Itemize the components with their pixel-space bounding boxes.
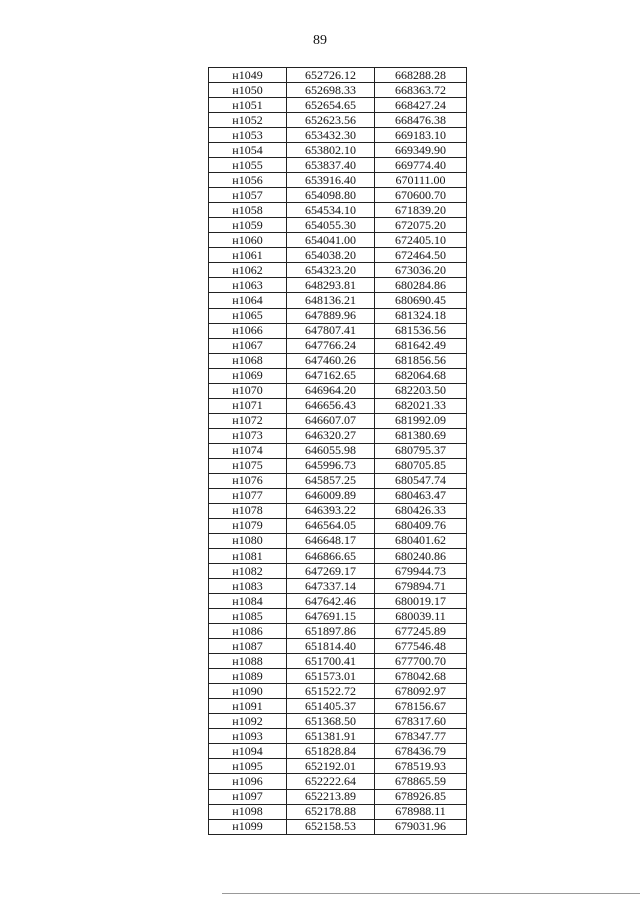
x-coordinate-cell: 646393.22 [287, 503, 375, 518]
table-row [209, 428, 467, 443]
point-id-cell: н1088 [209, 654, 287, 669]
table-row [209, 113, 467, 128]
table-row [209, 203, 467, 218]
y-coordinate-cell: 682021.33 [375, 398, 467, 413]
point-id-cell: н1092 [209, 714, 287, 729]
x-coordinate-cell: 652654.65 [287, 98, 375, 113]
point-id-cell: н1090 [209, 684, 287, 699]
x-coordinate-cell: 646320.27 [287, 428, 375, 443]
y-coordinate-cell: 680795.37 [375, 443, 467, 458]
table-row [209, 518, 467, 533]
table-row [209, 128, 467, 143]
x-coordinate-cell: 654041.00 [287, 233, 375, 248]
point-id-cell: н1074 [209, 443, 287, 458]
point-id-cell: н1057 [209, 188, 287, 203]
table-row [209, 353, 467, 368]
table-row [209, 233, 467, 248]
x-coordinate-cell: 646866.65 [287, 549, 375, 564]
point-id-cell: н1082 [209, 564, 287, 579]
coordinates-table [208, 67, 467, 835]
point-id-cell: н1050 [209, 83, 287, 98]
y-coordinate-cell: 680409.76 [375, 518, 467, 533]
point-id-cell: н1058 [209, 203, 287, 218]
y-coordinate-cell: 670600.70 [375, 188, 467, 203]
y-coordinate-cell: 680019.17 [375, 594, 467, 609]
y-coordinate-cell: 681856.56 [375, 353, 467, 368]
y-coordinate-cell: 678317.60 [375, 714, 467, 729]
table-row [209, 473, 467, 488]
table-row [209, 323, 467, 338]
table-row [209, 639, 467, 654]
point-id-cell: н1075 [209, 458, 287, 473]
bottom-rule [222, 893, 640, 894]
y-coordinate-cell: 679031.96 [375, 819, 467, 834]
x-coordinate-cell: 652698.33 [287, 83, 375, 98]
x-coordinate-cell: 648136.21 [287, 293, 375, 308]
x-coordinate-cell: 654534.10 [287, 203, 375, 218]
point-id-cell: н1051 [209, 98, 287, 113]
x-coordinate-cell: 651368.50 [287, 714, 375, 729]
point-id-cell: н1066 [209, 323, 287, 338]
point-id-cell: н1062 [209, 263, 287, 278]
point-id-cell: н1071 [209, 398, 287, 413]
table-row [209, 413, 467, 428]
table-row [209, 488, 467, 503]
y-coordinate-cell: 678865.59 [375, 774, 467, 789]
point-id-cell: н1070 [209, 383, 287, 398]
y-coordinate-cell: 673036.20 [375, 263, 467, 278]
point-id-cell: н1086 [209, 624, 287, 639]
table-row [209, 248, 467, 263]
x-coordinate-cell: 652222.64 [287, 774, 375, 789]
table-row [209, 158, 467, 173]
table-row [209, 278, 467, 293]
y-coordinate-cell: 680463.47 [375, 488, 467, 503]
y-coordinate-cell: 681324.18 [375, 308, 467, 323]
page-number: 89 [313, 33, 327, 48]
table-row [209, 83, 467, 98]
x-coordinate-cell: 651522.72 [287, 684, 375, 699]
y-coordinate-cell: 680039.11 [375, 609, 467, 624]
point-id-cell: н1060 [209, 233, 287, 248]
table-row [209, 609, 467, 624]
point-id-cell: н1095 [209, 759, 287, 774]
x-coordinate-cell: 651405.37 [287, 699, 375, 714]
x-coordinate-cell: 652192.01 [287, 759, 375, 774]
y-coordinate-cell: 677245.89 [375, 624, 467, 639]
x-coordinate-cell: 654055.30 [287, 218, 375, 233]
x-coordinate-cell: 648293.81 [287, 278, 375, 293]
x-coordinate-cell: 651700.41 [287, 654, 375, 669]
x-coordinate-cell: 653432.30 [287, 128, 375, 143]
x-coordinate-cell: 646648.17 [287, 533, 375, 548]
table-row [209, 774, 467, 789]
point-id-cell: н1073 [209, 428, 287, 443]
coordinates-table-body [209, 68, 467, 835]
y-coordinate-cell: 678092.97 [375, 684, 467, 699]
point-id-cell: н1065 [209, 308, 287, 323]
y-coordinate-cell: 680284.86 [375, 278, 467, 293]
x-coordinate-cell: 646009.89 [287, 488, 375, 503]
point-id-cell: н1093 [209, 729, 287, 744]
y-coordinate-cell: 682203.50 [375, 383, 467, 398]
y-coordinate-cell: 678519.93 [375, 759, 467, 774]
y-coordinate-cell: 672075.20 [375, 218, 467, 233]
y-coordinate-cell: 668363.72 [375, 83, 467, 98]
table-row [209, 293, 467, 308]
table-row [209, 263, 467, 278]
table-row [209, 789, 467, 804]
table-row [209, 68, 467, 83]
x-coordinate-cell: 646564.05 [287, 518, 375, 533]
y-coordinate-cell: 680705.85 [375, 458, 467, 473]
y-coordinate-cell: 680547.74 [375, 473, 467, 488]
y-coordinate-cell: 680401.62 [375, 533, 467, 548]
table-row [209, 744, 467, 759]
table-row [209, 458, 467, 473]
table-row [209, 173, 467, 188]
y-coordinate-cell: 672405.10 [375, 233, 467, 248]
y-coordinate-cell: 678156.67 [375, 699, 467, 714]
y-coordinate-cell: 681380.69 [375, 428, 467, 443]
point-id-cell: н1081 [209, 549, 287, 564]
x-coordinate-cell: 647460.26 [287, 353, 375, 368]
table-row [209, 383, 467, 398]
y-coordinate-cell: 679944.73 [375, 564, 467, 579]
y-coordinate-cell: 678436.79 [375, 744, 467, 759]
y-coordinate-cell: 678988.11 [375, 804, 467, 819]
point-id-cell: н1098 [209, 804, 287, 819]
x-coordinate-cell: 652178.88 [287, 804, 375, 819]
x-coordinate-cell: 654038.20 [287, 248, 375, 263]
y-coordinate-cell: 681642.49 [375, 338, 467, 353]
point-id-cell: н1089 [209, 669, 287, 684]
point-id-cell: н1085 [209, 609, 287, 624]
table-row [209, 398, 467, 413]
table-row [209, 654, 467, 669]
y-coordinate-cell: 678042.68 [375, 669, 467, 684]
table-row [209, 594, 467, 609]
point-id-cell: н1076 [209, 473, 287, 488]
point-id-cell: н1072 [209, 413, 287, 428]
point-id-cell: н1080 [209, 533, 287, 548]
y-coordinate-cell: 681536.56 [375, 323, 467, 338]
x-coordinate-cell: 652213.89 [287, 789, 375, 804]
table-row [209, 443, 467, 458]
point-id-cell: н1096 [209, 774, 287, 789]
x-coordinate-cell: 651828.84 [287, 744, 375, 759]
table-row [209, 188, 467, 203]
y-coordinate-cell: 678926.85 [375, 789, 467, 804]
table-row [209, 368, 467, 383]
table-row [209, 699, 467, 714]
y-coordinate-cell: 668427.24 [375, 98, 467, 113]
table-row [209, 759, 467, 774]
y-coordinate-cell: 668476.38 [375, 113, 467, 128]
x-coordinate-cell: 653916.40 [287, 173, 375, 188]
table-row [209, 714, 467, 729]
table-row [209, 624, 467, 639]
table-row [209, 804, 467, 819]
point-id-cell: н1068 [209, 353, 287, 368]
x-coordinate-cell: 652726.12 [287, 68, 375, 83]
x-coordinate-cell: 645857.25 [287, 473, 375, 488]
point-id-cell: н1099 [209, 819, 287, 834]
x-coordinate-cell: 653802.10 [287, 143, 375, 158]
x-coordinate-cell: 645996.73 [287, 458, 375, 473]
table-row [209, 819, 467, 834]
point-id-cell: н1061 [209, 248, 287, 263]
table-row [209, 143, 467, 158]
point-id-cell: н1059 [209, 218, 287, 233]
point-id-cell: н1087 [209, 639, 287, 654]
x-coordinate-cell: 647269.17 [287, 564, 375, 579]
point-id-cell: н1069 [209, 368, 287, 383]
table-row [209, 549, 467, 564]
x-coordinate-cell: 651573.01 [287, 669, 375, 684]
point-id-cell: н1084 [209, 594, 287, 609]
point-id-cell: н1055 [209, 158, 287, 173]
y-coordinate-cell: 678347.77 [375, 729, 467, 744]
x-coordinate-cell: 652623.56 [287, 113, 375, 128]
point-id-cell: н1052 [209, 113, 287, 128]
y-coordinate-cell: 681992.09 [375, 413, 467, 428]
table-row [209, 729, 467, 744]
table-row [209, 533, 467, 548]
table-row [209, 564, 467, 579]
table-row [209, 308, 467, 323]
table-row [209, 684, 467, 699]
point-id-cell: н1079 [209, 518, 287, 533]
x-coordinate-cell: 647807.41 [287, 323, 375, 338]
point-id-cell: н1064 [209, 293, 287, 308]
x-coordinate-cell: 652158.53 [287, 819, 375, 834]
y-coordinate-cell: 668288.28 [375, 68, 467, 83]
x-coordinate-cell: 646607.07 [287, 413, 375, 428]
x-coordinate-cell: 651897.86 [287, 624, 375, 639]
x-coordinate-cell: 646656.43 [287, 398, 375, 413]
x-coordinate-cell: 654323.20 [287, 263, 375, 278]
table-row [209, 579, 467, 594]
point-id-cell: н1094 [209, 744, 287, 759]
x-coordinate-cell: 646055.98 [287, 443, 375, 458]
table-row [209, 669, 467, 684]
x-coordinate-cell: 653837.40 [287, 158, 375, 173]
x-coordinate-cell: 651381.91 [287, 729, 375, 744]
x-coordinate-cell: 646964.20 [287, 383, 375, 398]
table-row [209, 218, 467, 233]
x-coordinate-cell: 647766.24 [287, 338, 375, 353]
y-coordinate-cell: 680240.86 [375, 549, 467, 564]
y-coordinate-cell: 682064.68 [375, 368, 467, 383]
y-coordinate-cell: 669774.40 [375, 158, 467, 173]
point-id-cell: н1097 [209, 789, 287, 804]
y-coordinate-cell: 677700.70 [375, 654, 467, 669]
x-coordinate-cell: 654098.80 [287, 188, 375, 203]
y-coordinate-cell: 680690.45 [375, 293, 467, 308]
x-coordinate-cell: 647889.96 [287, 308, 375, 323]
x-coordinate-cell: 651814.40 [287, 639, 375, 654]
y-coordinate-cell: 679894.71 [375, 579, 467, 594]
table-row [209, 98, 467, 113]
table-row [209, 338, 467, 353]
y-coordinate-cell: 669183.10 [375, 128, 467, 143]
y-coordinate-cell: 677546.48 [375, 639, 467, 654]
y-coordinate-cell: 680426.33 [375, 503, 467, 518]
point-id-cell: н1078 [209, 503, 287, 518]
y-coordinate-cell: 669349.90 [375, 143, 467, 158]
point-id-cell: н1067 [209, 338, 287, 353]
point-id-cell: н1056 [209, 173, 287, 188]
point-id-cell: н1077 [209, 488, 287, 503]
x-coordinate-cell: 647162.65 [287, 368, 375, 383]
y-coordinate-cell: 672464.50 [375, 248, 467, 263]
point-id-cell: н1054 [209, 143, 287, 158]
point-id-cell: н1049 [209, 68, 287, 83]
x-coordinate-cell: 647691.15 [287, 609, 375, 624]
y-coordinate-cell: 670111.00 [375, 173, 467, 188]
point-id-cell: н1083 [209, 579, 287, 594]
x-coordinate-cell: 647337.14 [287, 579, 375, 594]
point-id-cell: н1053 [209, 128, 287, 143]
x-coordinate-cell: 647642.46 [287, 594, 375, 609]
table-row [209, 503, 467, 518]
point-id-cell: н1063 [209, 278, 287, 293]
point-id-cell: н1091 [209, 699, 287, 714]
y-coordinate-cell: 671839.20 [375, 203, 467, 218]
